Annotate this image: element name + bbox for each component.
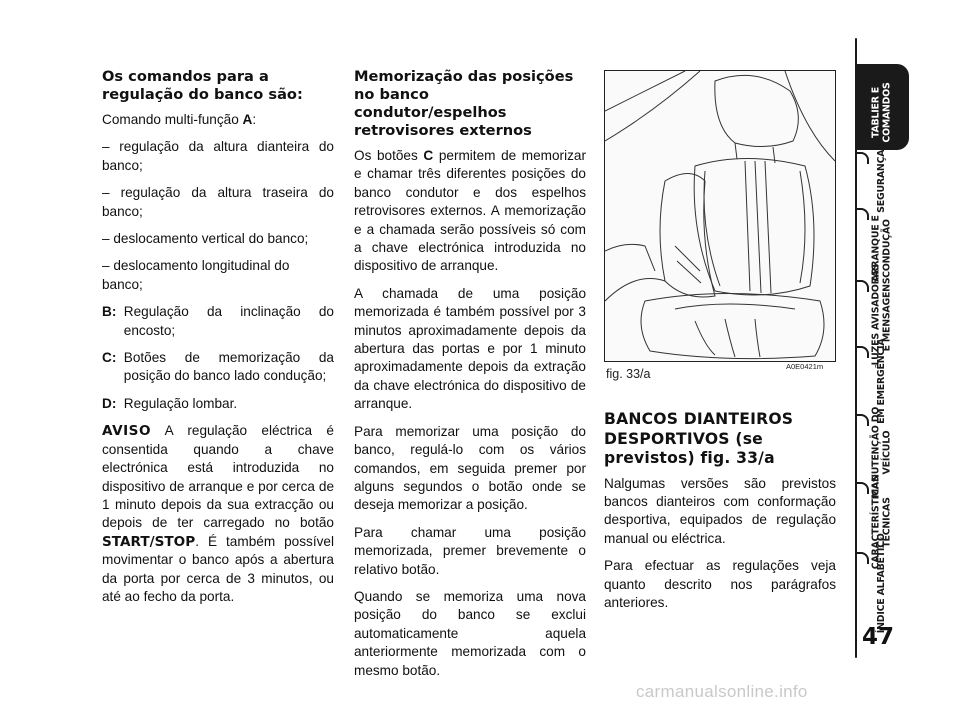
control-item: – deslocamento longitudinal do banco; — [102, 258, 290, 292]
tab-em-emergencia[interactable]: EM EMERGÊNCIA — [875, 338, 887, 424]
tab-indice-alfabetico[interactable]: ÍNDICE ALFABÉTICO — [875, 533, 887, 634]
memory-paragraph-2: A chamada de uma posição memorizada é também possível por 3 minutos aproximadamente depois da abertura das portas e por 1 minuto aproximadamente depois da extração da chave electrónica do dispositivo de arranque. — [354, 285, 586, 412]
sport-seats-paragraph-2: Para efectuar as regulações veja quanto descrito nos parágrafos anteriores. — [604, 558, 836, 610]
memory-paragraph-1: Os botões C permitem de memorizar e chamar três diferentes posições do banco condutor e dos espelhos retrovisores externos. A memorização e a chamada serão possíveis só com a chave electrónica introduzida no dispositivo de arranque. — [354, 148, 586, 274]
tab-luzes-avisadoras[interactable]: LUZES AVISADORAS E MENSAGENS — [870, 263, 892, 366]
tab-arranque-e-conducao[interactable]: ARRANQUE E CONDUÇÃO — [870, 215, 892, 282]
control-item: – regulação da altura dianteira do banco; — [102, 139, 334, 173]
seat-figure — [604, 70, 836, 362]
tab-caracteristicas-tecnicas[interactable]: CARACTERÍSTICAS TÉCNICAS — [870, 475, 892, 570]
memory-paragraph-4: Para chamar uma posição memorizada, premer brevemente o relativo botão. — [354, 524, 586, 577]
tab-tablier-e-comandos[interactable]: TABLIER E COMANDOS — [855, 64, 955, 150]
column-memory — [354, 68, 586, 689]
start-stop-label: START/STOP — [102, 533, 196, 550]
memory-paragraph-5: Quando se memoriza uma nova posição do banco se exclui automaticamente aquela anteriormente memorizada com o mesmo botão. — [354, 588, 586, 678]
tab-seguranca[interactable]: SEGURANÇA — [875, 149, 887, 213]
multifunction-intro: Comando multi-função A: — [102, 112, 257, 127]
page-number: 47 — [862, 624, 895, 650]
definition-b: B: Regulação da inclinação do encosto; — [102, 304, 334, 338]
column-seat-controls — [102, 68, 334, 615]
definition-c: C: Botões de memorização da posição do banco lado condução; — [102, 350, 334, 384]
memory-heading: Memorização das posições no banco condutor/espelhos retrovisores externos — [354, 68, 574, 139]
figure-code: A0E0421m — [786, 362, 824, 371]
sport-seats-heading: BANCOS DIANTEIROS DESPORTIVOS (se previstos) fig. 33/a — [604, 410, 794, 467]
definition-d: D: Regulação lombar. — [102, 395, 238, 411]
sport-seats-paragraph-1: Nalgumas versões são previstos bancos dianteiros com conformação desportiva, equipados de regulação manual ou eléctrica. — [604, 475, 836, 546]
seat-controls-heading: Os comandos para a regulação do banco são: — [102, 68, 303, 103]
control-item: – deslocamento vertical do banco; — [102, 231, 309, 247]
watermark: carmanualsonline.info — [636, 682, 808, 701]
warning-paragraph: AVISO A regulação eléctrica é consentida quando a chave electrónica está introduzida no dispositivo de arranque e por cerca de 1 minuto depois da sua extracção ou depois de ter carregado no botão START/STOP. É também possível movimentar o banco após a abertura da porta por cerca de 3 minutos, ou até ao fecho da porta. — [102, 423, 334, 604]
figure-caption: fig. 33/a — [606, 367, 651, 381]
warning-label: AVISO — [102, 423, 152, 440]
tab-manutencao-do-veiculo[interactable]: MANUTENÇÃO DO VEÍCULO — [870, 406, 892, 499]
sport-seat-illustration — [605, 71, 835, 361]
memory-paragraph-3: Para memorizar uma posição do banco, regulá-lo com os vários comandos, em seguida premer por alguns segundos o botão onde se deseja memorizar a posição. — [354, 423, 586, 513]
control-item: – regulação da altura traseira do banco; — [102, 185, 334, 219]
